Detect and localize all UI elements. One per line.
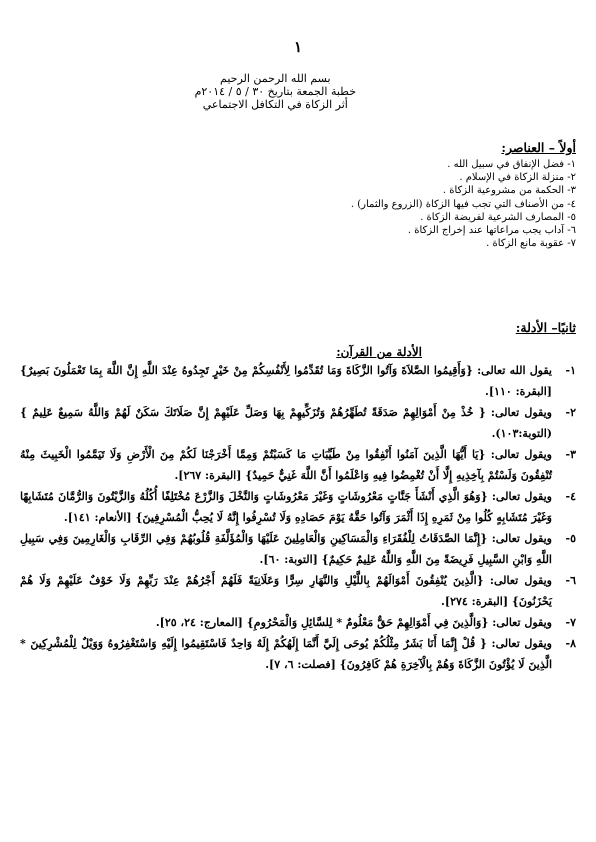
- sermon-date: خطبة الجمعة بتاريخ ٣٠ / ٥ / ٢٠١٤م: [194, 85, 356, 98]
- list-item: ١- فضل الإنفاق في سبيل الله .: [447, 159, 576, 170]
- list-item: ٥- المصارف الشرعية لفريضة الزكاة .: [420, 211, 576, 223]
- list-item: ٧- عقوبة مانع الزكاة .: [486, 238, 576, 250]
- sermon-header: [195, 72, 356, 111]
- list-item: ٦- آداب يجب مراعاتها عند إخراج الزكاة .: [407, 225, 576, 237]
- verse-text: ويقول تعالى: {وَالَّذِينَ فِي أَمْوَالِهِمْ حَقٌّ مَعْلُومٌ * لِلسَّائِلِ وَالْمَحْرُومِ} [المعارج: ٢٤، ٢٥].: [155, 616, 552, 629]
- verse-number: ٢-: [565, 406, 576, 419]
- verse-number: ١-: [565, 364, 576, 377]
- list-item: ٤- من الأصناف التي تجب فيها الزكاة (الزروع والثمار) .: [350, 198, 576, 210]
- verse-item: [20, 486, 576, 528]
- elements-heading: أولاً – العناصر:: [501, 140, 576, 155]
- verse-number: ٨-: [565, 637, 576, 650]
- verse-number: ٤-: [565, 490, 576, 503]
- sermon-title: أثر الزكاة في التكافل الاجتماعي: [202, 98, 348, 111]
- basmala: بسم الله الرحمن الرحيم: [220, 72, 331, 85]
- verse-text: ويقول تعالى: { قُلْ إِنَّمَا أَنَا بَشَرٌ مِثْلُكُمْ يُوحَى إِلَيَّ أَنَّمَا إِلَهُكُمْ إِلَهٌ وَاحِدٌ فَاسْتَقِيمُوا إِلَيْهِ وَاسْتَغْفِرُوهُ وَوَيْلٌ لِلْمُشْرِكِينَ * الَّذِينَ لَا يُؤْتُونَ الزَّكَاةَ وَهُمْ بِالْآخِرَةِ هُمْ كَافِرُونَ} [فصلت: ٦، ٧].: [20, 637, 552, 671]
- verse-number: ٥-: [565, 532, 576, 545]
- quran-evidence-subheading: الأدلة من القرآن:: [336, 345, 422, 359]
- list-item: ٣- الحكمة من مشروعية الزكاة .: [442, 185, 576, 197]
- verse-text: يقول الله تعالى: {وَأَقِيمُوا الصَّلاَةَ وَآتُوا الزَّكَاةَ وَمَا تُقَدِّمُوا لِأَنْفُسِكُمْ مِنْ خَيْرٍ تَجِدُوهُ عِنْدَ اللَّهِ إِنَّ اللَّهَ بِمَا تَعْمَلُونَ بَصِيرٌ} [البقرة: ١١٠].: [20, 364, 552, 398]
- verse-item: [20, 528, 576, 570]
- verse-item: [20, 633, 576, 675]
- verse-item: [20, 360, 576, 402]
- verse-text: ويقول تعالى: {الَّذِينَ يُنْفِقُونَ أَمْوَالَهُمْ بِاللَّيْلِ وَالنَّهَارِ سِرًّا وَعَلَانِيَةً فَلَهُمْ أَجْرُهُمْ عِنْدَ رَبِّهِمْ وَلَا خَوْفٌ عَلَيْهِمْ وَلَا هُمْ يَحْزَنُونَ} [البقرة: ٢٧٤].: [20, 574, 552, 608]
- verse-item: [20, 612, 576, 633]
- verse-item: [20, 444, 576, 486]
- verse-text: ويقول تعالى: { خُذْ مِنْ أَمْوَالِهِمْ صَدَقَةً تُطَهِّرُهُمْ وَتُزَكِّيهِمْ بِهَا وَصَلِّ عَلَيْهِمْ إِنَّ صَلَاتَكَ سَكَنٌ لَهُمْ وَاللَّهُ سَمِيعٌ عَلِيمٌ } (التوبة:١٠٣).: [20, 406, 552, 440]
- verse-text: ويقول تعالى: {يَا أَيُّهَا الَّذِينَ آمَنُوا أَنْفِقُوا مِنْ طَيِّبَاتِ مَا كَسَبْتُمْ وَمِمَّا أَخْرَجْنَا لَكُمْ مِنَ الْأَرْضِ وَلَا تَيَمَّمُوا الْخَبِيثَ مِنْهُ تُنْفِقُونَ وَلَسْتُمْ بِآخِذِيهِ إِلَّا أَنْ تُغْمِضُوا فِيهِ وَاعْلَمُوا أَنَّ اللَّهَ غَنِيٌّ حَمِيدٌ} [البقرة: ٢٦٧].: [20, 448, 552, 482]
- elements-list: [16, 158, 576, 250]
- verse-text: ويقول تعالى: {إِنَّمَا الصَّدَقَاتُ لِلْفُقَرَاءِ وَالْمَسَاكِينِ وَالْعَامِلِينَ عَلَيْهَا وَالْمُؤَلَّفَةِ قُلُوبُهُمْ وَفِي الرِّقَابِ وَالْغَارِمِينَ وَفِي سَبِيلِ اللَّهِ وَابْنِ السَّبِيلِ فَرِيضَةً مِنَ اللَّهِ وَاللَّهُ عَلِيمٌ حَكِيمٌ} [التوبة: ٦٠].: [20, 532, 552, 566]
- verses-list: [20, 360, 576, 675]
- evidence-heading: ثانيًا– الأدلة:: [515, 320, 576, 335]
- verse-number: ٣-: [565, 448, 576, 461]
- verse-number: ٧-: [565, 616, 576, 629]
- verse-text: ويقول تعالى: {وَهُوَ الَّذِي أَنْشَأَ جَنَّاتٍ مَعْرُوشَاتٍ وَغَيْرَ مَعْرُوشَاتٍ وَالنَّخْلَ وَالزَّرْعَ مُخْتَلِفًا أُكُلُهُ وَالزَّيْتُونَ وَالرُّمَّانَ مُتَشَابِهًا وَغَيْرَ مُتَشَابِهٍ كُلُوا مِنْ ثَمَرِهِ إِذَا أَثْمَرَ وَآتُوا حَقَّهُ يَوْمَ حَصَادِهِ وَلَا تُسْرِفُوا إِنَّهُ لَا يُحِبُّ الْمُسْرِفِينَ} [الأنعام: ١٤١].: [20, 490, 552, 524]
- page-number: ١: [293, 38, 303, 56]
- verse-number: ٦-: [565, 574, 576, 587]
- verse-item: [20, 402, 576, 444]
- list-item: ٢- منزلة الزكاة في الإسلام .: [459, 172, 576, 184]
- verse-item: [20, 570, 576, 612]
